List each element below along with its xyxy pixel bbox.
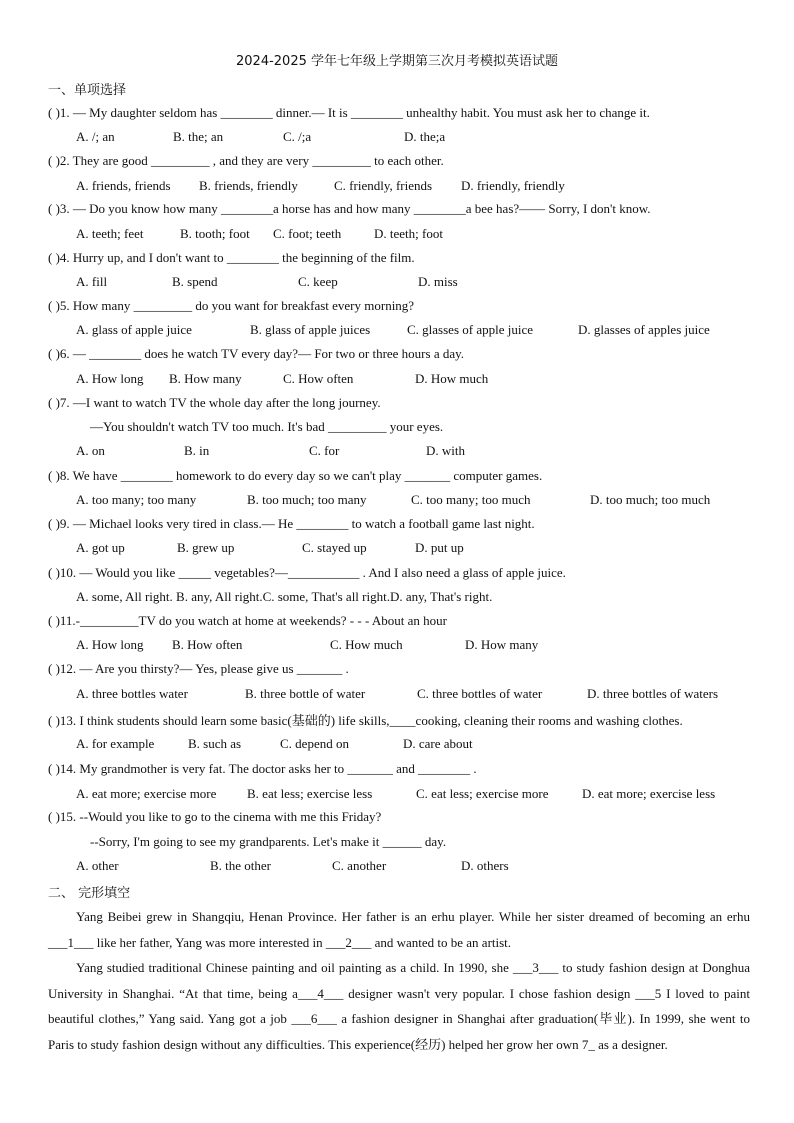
question-text: ( )13. I think students should learn some basic(基础的) life skills,____cooking, cleaning their rooms and washing clothes. [48, 713, 683, 728]
cloze-paragraph-1: Yang Beibei grew in Shangqiu, Henan Province. Her father is an erhu player. While her sister dreamed of becoming an erhu ___1___ like her father, Yang was more interested in ___2___ and wanted to be an artist. [48, 909, 750, 950]
option-c: C. glasses of apple juice [407, 322, 533, 337]
question-q5 [48, 298, 414, 314]
option-a: A. How long [76, 371, 144, 386]
option-d: D. the;a [404, 129, 446, 144]
option-b: B. friends, friendly [199, 178, 298, 193]
option-a: A. too many; too many [76, 492, 197, 507]
option-d: D. put up [415, 540, 464, 555]
option-a: A. glass of apple juice [76, 322, 192, 337]
question-q14 [48, 761, 477, 777]
question-q7b [90, 419, 443, 435]
option-a: A. friends, friends [76, 178, 171, 193]
option-b: B. such as [188, 736, 242, 751]
option-b: B. too much; too many [247, 492, 367, 507]
option-d: D. three bottles of waters [587, 686, 719, 701]
option-d: D. glasses of apples juice [578, 322, 710, 337]
option-c: C. eat less; exercise more [416, 786, 549, 801]
question-q12 [48, 661, 349, 677]
option-a: A. other [76, 858, 119, 873]
question-q15 [48, 809, 381, 825]
option-c: C. another [332, 858, 387, 873]
option-c: C. friendly, friends [334, 178, 433, 193]
question-text: ( )11.-_________TV do you watch at home at weekends? - - - About an hour [48, 613, 447, 628]
option-d: D. with [426, 443, 465, 458]
question-text: ( )10. — Would you like _____ vegetables?—___________ . And I also need a glass of apple juice. [48, 565, 566, 580]
option-d: D. friendly, friendly [461, 178, 565, 193]
question-q9 [48, 516, 535, 532]
option-c: C. depend on [280, 736, 349, 751]
question-text: ( )12. — Are you thirsty?— Yes, please give us _______ . [48, 661, 349, 676]
option-b: B. eat less; exercise less [247, 786, 373, 801]
option-c: C. foot; teeth [273, 226, 342, 241]
question-text: ( )15. --Would you like to go to the cinema with me this Friday? [48, 809, 382, 824]
option-a: A. fill [76, 274, 108, 289]
option-b: B. How many [169, 371, 242, 386]
question-text: ( )3. — Do you know how many ________a horse has and how many ________a bee has?—— Sorry, I don't know. [48, 201, 651, 216]
question-q3 [48, 201, 651, 217]
option-a: A. eat more; exercise more [76, 786, 217, 801]
question-q15b [90, 834, 446, 850]
option-d: D. How many [465, 637, 539, 652]
option-d: D. teeth; foot [374, 226, 443, 241]
option-a: A. on [76, 443, 105, 458]
question-text: ( )9. — Michael looks very tired in class.— He ________ to watch a football game last night. [48, 516, 535, 531]
question-q7 [48, 395, 381, 411]
option-c: C. /;a [283, 129, 312, 144]
section-heading-single-choice: 一、单项选择 [48, 83, 127, 98]
option-b: B. the other [210, 858, 272, 873]
question-text: ( )14. My grandmother is very fat. The doctor asks her to _______ and ________ . [48, 761, 477, 776]
option-d: D. eat more; exercise less [582, 786, 716, 801]
option-b: B. three bottle of water [245, 686, 366, 701]
option-c: C. stayed up [302, 540, 367, 555]
option-c: C. three bottles of water [417, 686, 543, 701]
option-b: B. grew up [177, 540, 235, 555]
option-a: A. three bottles water [76, 686, 188, 701]
option-c: C. How much [330, 637, 403, 652]
question-text: ( )5. How many _________ do you want for breakfast every morning? [48, 298, 415, 313]
cloze-paragraph-2: Yang studied traditional Chinese painting and oil painting as a child. In 1990, she ___3___ to study fashion design at Donghua University in Shanghai. “At that time, being a___4___ designer wasn't very popular. I chose fashion design ___5 I loved to paint beautiful clothes,” Yang said. Yang got a job ___6___ a fashion designer in Shanghai after graduation(毕业). In 1999, she went to Paris to study fashion design without any difficulties. This experience(经历) helped her grow her own 7_ as a designer. [48, 960, 750, 1052]
option-c: C. How often [283, 371, 354, 386]
question-text: ( )7. —I want to watch TV the whole day after the long journey. [48, 395, 381, 410]
question-q11 [48, 613, 447, 629]
question-q4 [48, 250, 415, 266]
question-q10 [48, 565, 566, 581]
option-b: B. tooth; foot [180, 226, 250, 241]
option-d: D. too much; too much [590, 492, 711, 507]
question-q8 [48, 468, 542, 484]
question-q1 [48, 105, 650, 121]
question-text: —You shouldn't watch TV too much. It's bad _________ your eyes. [90, 419, 444, 434]
option-a: A. /; an [76, 129, 115, 144]
option-d: D. How much [415, 371, 489, 386]
question-text: ( )8. We have ________ homework to do every day so we can't play _______ computer games. [48, 468, 543, 483]
option-d: D. others [461, 858, 509, 873]
page-title: 2024-2025 学年七年级上学期第三次月考模拟英语试题 [236, 54, 558, 69]
question-text: ( )2. They are good _________ , and they are very _________ to each other. [48, 153, 444, 168]
option-c: C. for [309, 443, 340, 458]
section-heading-cloze: 二、 完形填空 [48, 886, 131, 901]
option-c: C. keep [298, 274, 338, 289]
option-d: D. miss [418, 274, 458, 289]
option-b: B. glass of apple juices [250, 322, 371, 337]
question-text: A. some, All right. B. any, All right.C. some, That's all right.D. any, That's right. [76, 589, 493, 604]
option-a: A. got up [76, 540, 125, 555]
option-b: B. spend [172, 274, 218, 289]
option-a: A. How long [76, 637, 144, 652]
question-text: ( )1. — My daughter seldom has ________ dinner.— It is ________ unhealthy habit. You must ask her to change it. [48, 105, 650, 120]
option-c: C. too many; too much [411, 492, 531, 507]
option-a: A. teeth; feet [76, 226, 144, 241]
question-text: ( )6. — ________ does he watch TV every day?— For two or three hours a day. [48, 346, 465, 361]
option-b: B. in [184, 443, 210, 458]
question-text: --Sorry, I'm going to see my grandparents. Let's make it ______ day. [90, 834, 447, 849]
option-b: B. How often [172, 637, 243, 652]
options-q10 [76, 589, 492, 605]
question-q6 [48, 346, 464, 362]
option-d: D. care about [403, 736, 473, 751]
question-text: ( )4. Hurry up, and I don't want to ________ the beginning of the film. [48, 250, 415, 265]
option-a: A. for example [76, 736, 155, 751]
question-q2 [48, 153, 444, 169]
question-q13 [48, 710, 683, 729]
option-b: B. the; an [173, 129, 224, 144]
